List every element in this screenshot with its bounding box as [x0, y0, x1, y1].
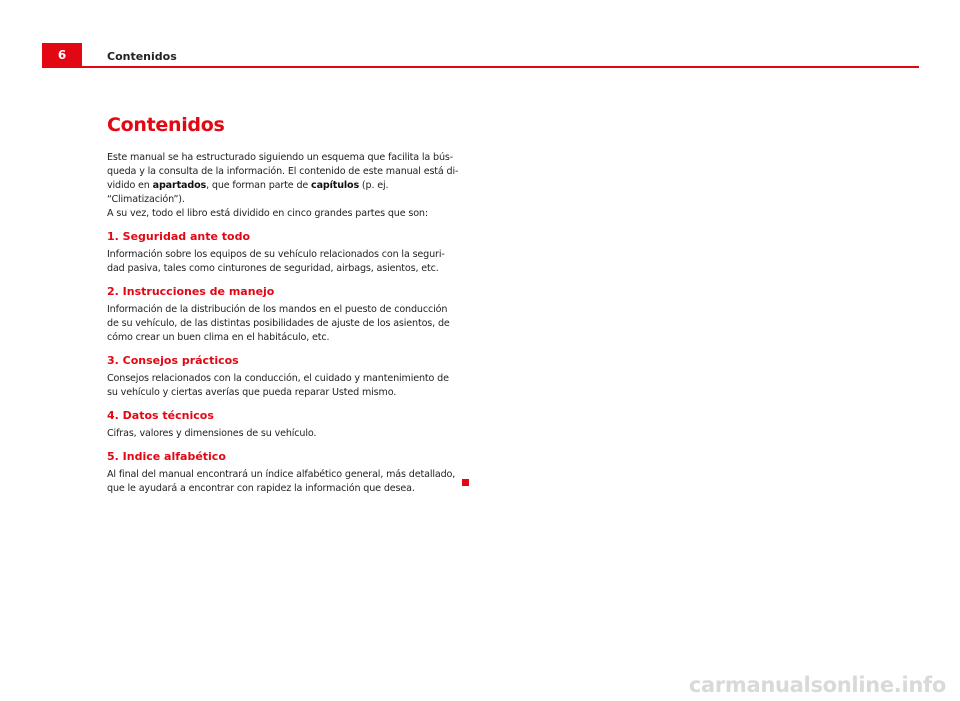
- section-text-4: [107, 427, 467, 441]
- intro-line: (p. ej. “Climatización”).: [107, 180, 389, 205]
- section-line: que le ayudará a encontrar con rapidez la información que desea.: [107, 483, 415, 494]
- intro-line: Este manual se ha estructurado siguiendo un esquema que facilita la bús-: [107, 152, 454, 163]
- section-text-2: [107, 303, 467, 345]
- intro-line: vidido en: [107, 180, 153, 191]
- header-rule: [42, 66, 919, 68]
- term-capitulos: capítulos: [311, 180, 360, 191]
- section-heading-4: 4. Datos técnicos: [107, 409, 214, 422]
- section-heading-1: 1. Seguridad ante todo: [107, 230, 250, 243]
- page-number: 6: [42, 43, 82, 67]
- section-text-1: [107, 248, 467, 276]
- section-line: cómo crear un buen clima en el habitáculo, etc.: [107, 332, 330, 343]
- section-line: Información sobre los equipos de su vehículo relacionados con la seguri-: [107, 249, 445, 260]
- section-line: Consejos relacionados con la conducción, el cuidado y mantenimiento de: [107, 373, 449, 384]
- section-heading-5: 5. Indice alfabético: [107, 450, 226, 463]
- end-of-section-marker-icon: [462, 479, 469, 486]
- section-text-5: [107, 468, 467, 496]
- intro-line: queda y la consulta de la información. El contenido de este manual está di-: [107, 166, 459, 177]
- intro-paragraph: [107, 151, 467, 221]
- section-line: Información de la distribución de los mandos en el puesto de conducción: [107, 304, 448, 315]
- intro-line: , que forman parte de: [206, 180, 312, 191]
- page-title: Contenidos: [107, 114, 225, 136]
- section-line: de su vehículo, de las distintas posibilidades de ajuste de los asientos, de: [107, 318, 450, 329]
- section-heading-3: 3. Consejos prácticos: [107, 354, 239, 367]
- section-text-3: [107, 372, 467, 400]
- section-line: su vehículo y ciertas averías que pueda reparar Usted mismo.: [107, 387, 397, 398]
- watermark: carmanualsonline.info: [688, 673, 946, 697]
- section-line: Al final del manual encontrará un índice alfabético general, más detallado,: [107, 469, 456, 480]
- section-heading-2: 2. Instrucciones de manejo: [107, 285, 275, 298]
- section-line: dad pasiva, tales como cinturones de seguridad, airbags, asientos, etc.: [107, 263, 439, 274]
- intro-line: A su vez, todo el libro está dividido en cinco grandes partes que son:: [107, 208, 428, 219]
- main-content: [107, 114, 467, 496]
- section-line: Cifras, valores y dimensiones de su vehículo.: [107, 428, 317, 439]
- term-apartados: apartados: [152, 180, 207, 191]
- header-title: Contenidos: [107, 50, 177, 63]
